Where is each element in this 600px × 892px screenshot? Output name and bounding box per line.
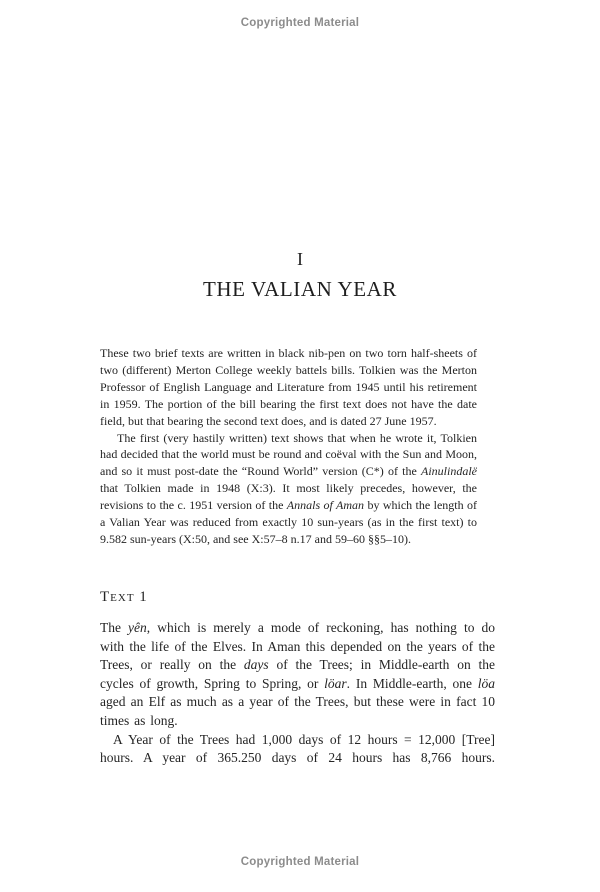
italic-term: löar	[324, 675, 347, 691]
italic-term: löa	[477, 675, 495, 691]
paragraph: The first (very hastily written) text shows that when he wrote it, Tolkien had decided that the world must be round and coëval with the Sun and Moon, and so it must post-date the “Round World” version (C*) of the Ainulindalë that Tolkien made in 1948 (X:3). It most likely precedes, however, the revisions to the c. 1951 version of the Annals of Aman by which the length of a Valian Year was reduced from exactly 10 sun-years (as in the first text) to 9.582 sun-years (X:50, and see X:57–8 n.17 and 59–60 §§5–10).	[100, 430, 477, 546]
italic-term: Ainulindalë	[421, 464, 477, 479]
paragraph: These two brief texts are written in black nib-pen on two torn half-sheets of two (different) Merton College weekly battels bills. Tolkien was the Merton Professor of English Language and Literature from 1945 until his retirement in 1959. The portion of the bill bearing the first text does not have the date field, but that bearing the second text does, and is dated 27 June 1957.	[100, 346, 477, 428]
italic-term: days	[243, 657, 269, 673]
copyright-notice-top: Copyrighted Material	[240, 17, 360, 29]
copyright-notice-bottom: Copyrighted Material	[240, 856, 360, 868]
paragraph: The yên, which is merely a mode of reckoning, has nothing to do with the life of the Elves. In Aman this depended on the years of the Trees, or really on the days of the Trees; in Middle-earth on the cycles of growth, Spring to Spring, or löar. In Middle-earth, one löa aged an Elf as much as a year of the Trees, but these were in fact 10 times as long.	[100, 620, 495, 728]
body-text	[100, 619, 495, 768]
italic-term: yên	[128, 620, 147, 635]
editorial-introduction	[100, 345, 477, 548]
italic-term: Annals of Aman	[286, 498, 365, 513]
section-heading: Text 1	[100, 589, 148, 605]
paragraph: A Year of the Trees had 1,000 days of 12 hours = 12,000 [Tree] hours. A year of 365.250 days of 24 hours has 8,766 hours.	[100, 731, 495, 766]
chapter-number: I	[297, 249, 303, 269]
chapter-title: THE VALIAN YEAR	[202, 277, 398, 301]
